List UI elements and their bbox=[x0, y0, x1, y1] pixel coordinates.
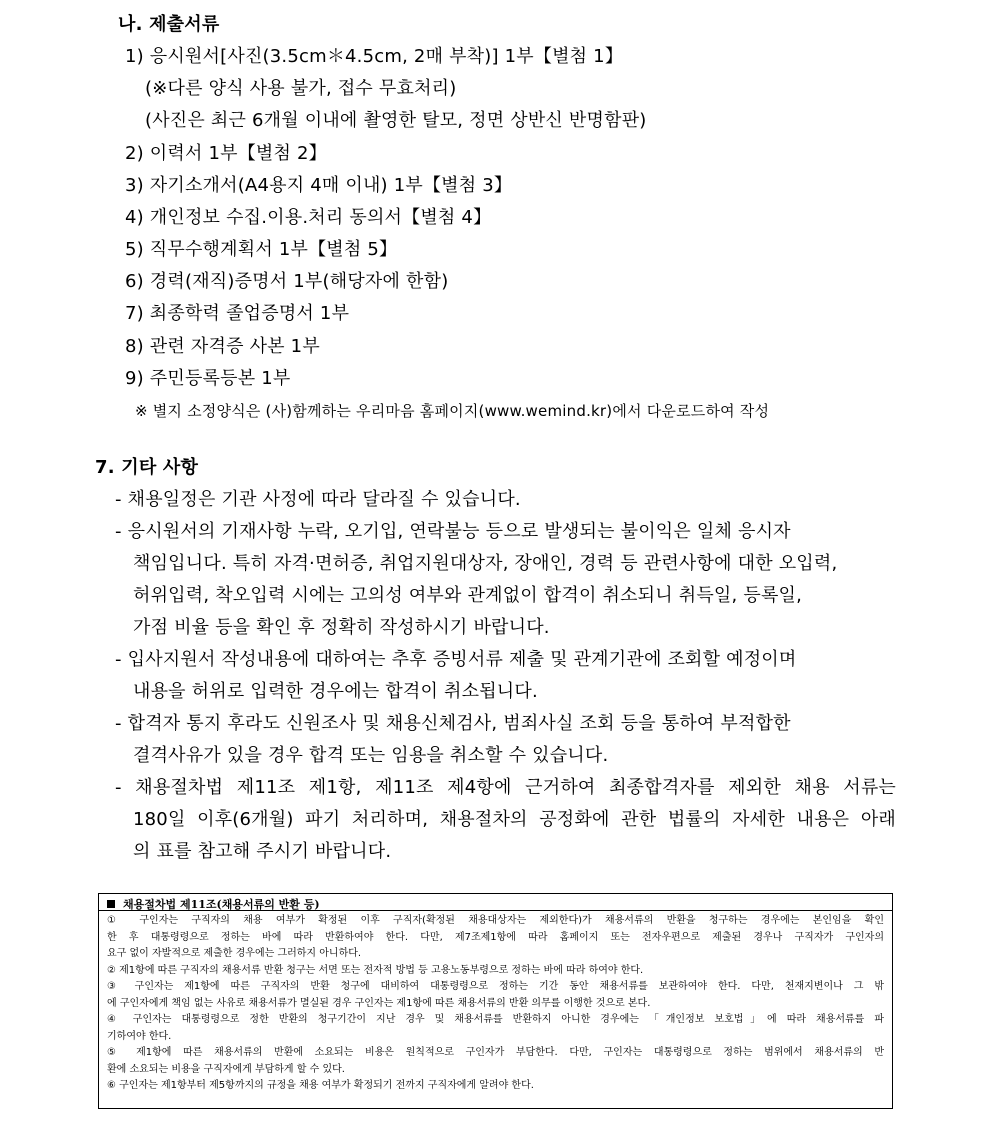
law-line: 기하여야 한다. bbox=[107, 1030, 172, 1042]
docs-item: (※다른 양식 사용 불가, 접수 무효처리) bbox=[145, 78, 457, 99]
law-line: ④ 구인자는 대통령령으로 정한 반환의 청구기간이 지난 경우 및 채용서류를 반환하지 아니한 경우에는 「개인정보 보호법」에 따라 채용서류를 파 bbox=[107, 1014, 884, 1025]
other-line: 허위입력, 착오입력 시에는 고의성 여부와 관계없이 합격이 취소되니 취득일, 등록일, bbox=[133, 585, 803, 606]
docs-item: 2) 이력서 1부【별첨 2】 bbox=[125, 143, 327, 164]
other-line: - 채용일정은 기관 사정에 따라 달라질 수 있습니다. bbox=[115, 489, 521, 510]
law-divider bbox=[99, 910, 892, 911]
docs-item: 7) 최종학력 졸업증명서 1부 bbox=[125, 303, 350, 324]
other-line: - 입사지원서 작성내용에 대하여는 추후 증빙서류 제출 및 관계기관에 조회할 예정이며 bbox=[115, 649, 797, 670]
other-line: 가점 비율 등을 확인 후 정확히 작성하시기 바랍니다. bbox=[133, 617, 550, 638]
other-heading: 7. 기타 사항 bbox=[95, 457, 199, 478]
docs-item: 4) 개인정보 수집.이용.처리 동의서【별첨 4】 bbox=[125, 207, 492, 228]
other-line: - 응시원서의 기재사항 누락, 오기입, 연락불능 등으로 발생되는 불이익은 일체 응시자 bbox=[115, 521, 791, 542]
law-line: ③ 구인자는 제1항에 따른 구직자의 반환 청구에 대비하여 대통령령으로 정하는 기간 동안 채용서류를 보관하여야 한다. 다만, 천재지변이나 그 밖 bbox=[107, 981, 884, 992]
other-line: 내용을 허위로 입력한 경우에는 합격이 취소됩니다. bbox=[133, 681, 538, 702]
other-line: 결격사유가 있을 경우 합격 또는 임용을 취소할 수 있습니다. bbox=[133, 745, 609, 766]
other-line: - 채용절차법 제11조 제1항, 제11조 제4항에 근거하여 최종합격자를 제외한 채용 서류는 bbox=[115, 777, 896, 798]
docs-item: 3) 자기소개서(A4용지 4매 이내) 1부【별첨 3】 bbox=[125, 175, 513, 196]
other-line: - 합격자 통지 후라도 신원조사 및 채용신체검사, 범죄사실 조회 등을 통하여 부적합한 bbox=[115, 713, 791, 734]
other-line: 180일 이후(6개월) 파기 처리하며, 채용절차의 공정화에 관한 법률의 자세한 내용은 아래 bbox=[133, 809, 896, 830]
docs-item: 8) 관련 자격증 사본 1부 bbox=[125, 336, 320, 357]
law-line: ⑥ 구인자는 제1항부터 제5항까지의 규정을 채용 여부가 확정되기 전까지 구직자에게 알려야 한다. bbox=[107, 1080, 534, 1091]
law-line: 에 구인자에게 책임 없는 사유로 채용서류가 멸실된 경우 구인자는 제1항에 따른 채용서류의 반환 의무를 이행한 것으로 본다. bbox=[107, 997, 651, 1009]
docs-item: 1) 응시원서[사진(3.5cm＊4.5cm, 2매 부착)] 1부【별첨 1】 bbox=[125, 46, 624, 67]
law-line: ② 제1항에 따른 구직자의 채용서류 반환 청구는 서면 또는 전자적 방법 등 고용노동부령으로 정하는 바에 따라 하여야 한다. bbox=[107, 964, 644, 976]
docs-item: 9) 주민등록등본 1부 bbox=[125, 368, 291, 389]
law-line: 환에 소요되는 비용을 구직자에게 부담하게 할 수 있다. bbox=[107, 1063, 345, 1075]
law-line: 한 후 대통령령으로 정하는 바에 따라 반환하여야 한다. 다만, 제7조제1항에 따라 홈페이지 또는 전자우편으로 제출된 경우나 구직자가 구인자의 bbox=[107, 931, 884, 943]
square-bullet-icon bbox=[107, 900, 115, 908]
law-line: 요구 없이 자발적으로 제출한 경우에는 그러하지 아니하다. bbox=[107, 948, 362, 959]
docs-item: 6) 경력(재직)증명서 1부(해당자에 한함) bbox=[125, 271, 449, 292]
law-title: 채용절차법 제11조(채용서류의 반환 등) bbox=[107, 896, 320, 912]
other-line: 책임입니다. 특히 자격·면허증, 취업지원대상자, 장애인, 경력 등 관련사항에 대한 오입력, bbox=[133, 553, 838, 574]
law-body bbox=[107, 913, 884, 1095]
docs-item: (사진은 최근 6개월 이내에 촬영한 탈모, 정면 상반신 반명함판) bbox=[145, 110, 647, 131]
law-box bbox=[98, 893, 893, 1109]
docs-heading: 나. 제출서류 bbox=[118, 14, 220, 35]
docs-item: 5) 직무수행계획서 1부【별첨 5】 bbox=[125, 239, 398, 260]
law-line: ⑤ 제1항에 따른 채용서류의 반환에 소요되는 비용은 원칙적으로 구인자가 부담한다. 다만, 구인자는 대통령령으로 정하는 범위에서 채용서류의 반 bbox=[107, 1047, 884, 1058]
other-line: 의 표를 참고해 주시기 바랍니다. bbox=[133, 841, 392, 862]
docs-note: ※ 별지 소정양식은 (사)함께하는 우리마음 홈페이지(www.wemind.kr)에서 다운로드하여 작성 bbox=[135, 402, 770, 420]
law-line: ① 구인자는 구직자의 채용 여부가 확정된 이후 구직자(확정된 채용대상자는 제외한다)가 채용서류의 반환을 청구하는 경우에는 본인임을 확인 bbox=[107, 915, 884, 926]
